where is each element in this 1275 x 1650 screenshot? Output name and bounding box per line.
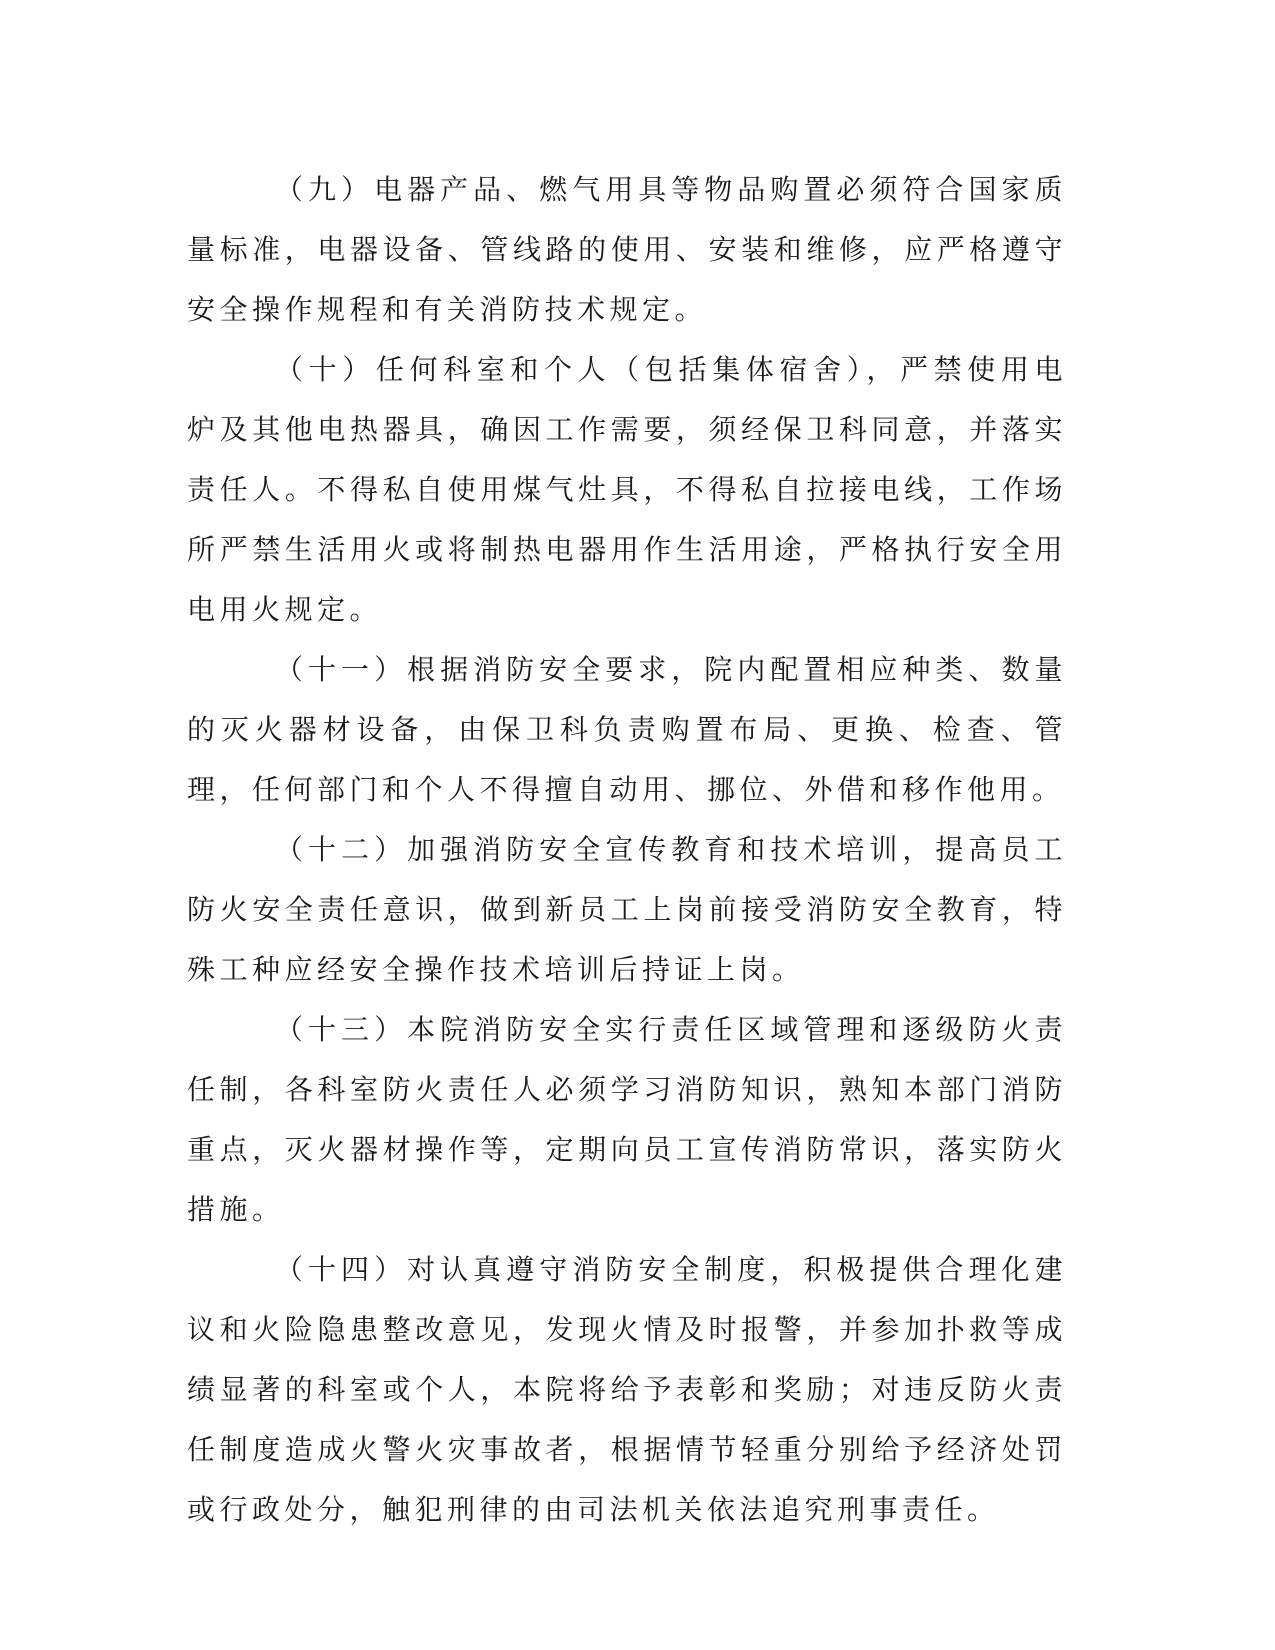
paragraph-item-10: （十）任何科室和个人（包括集体宿舍），严禁使用电炉及其他电热器具，确因工作需要，须经保卫科同意，并落实责任人。不得私自使用煤气灶具，不得私自拉接电线，工作场所严禁生活用火或将制热电器用作生活用途，严格执行安全用电用火规定。 (187, 353, 1067, 626)
paragraph-item-12: （十二）加强消防安全宣传教育和技术培训，提高员工防火安全责任意识，做到新员工上岗前接受消防安全教育，特殊工种应经安全操作技术培训后持证上岗。 (187, 833, 1067, 986)
paragraph-item-11: （十一）根据消防安全要求，院内配置相应种类、数量的灭火器材设备，由保卫科负责购置布局、更换、检查、管理，任何部门和个人不得擅自动用、挪位、外借和移作他用。 (187, 653, 1067, 806)
paragraph-item-9: （九）电器产品、燃气用具等物品购置必须符合国家质量标准，电器设备、管线路的使用、安装和维修，应严格遵守安全操作规程和有关消防技术规定。 (187, 173, 1067, 326)
document-body (187, 160, 1067, 1540)
paragraph-item-14: （十四）对认真遵守消防安全制度，积极提供合理化建议和火险隐患整改意见，发现火情及时报警，并参加扑救等成绩显著的科室或个人，本院将给予表彰和奖励；对违反防火责任制度造成火警火灾事故者，根据情节轻重分别给予经济处罚或行政处分，触犯刑律的由司法机关依法追究刑事责任。 (187, 1253, 1067, 1526)
paragraph-item-13: （十三）本院消防安全实行责任区域管理和逐级防火责任制，各科室防火责任人必须学习消防知识，熟知本部门消防重点，灭火器材操作等，定期向员工宣传消防常识，落实防火措施。 (187, 1013, 1067, 1226)
